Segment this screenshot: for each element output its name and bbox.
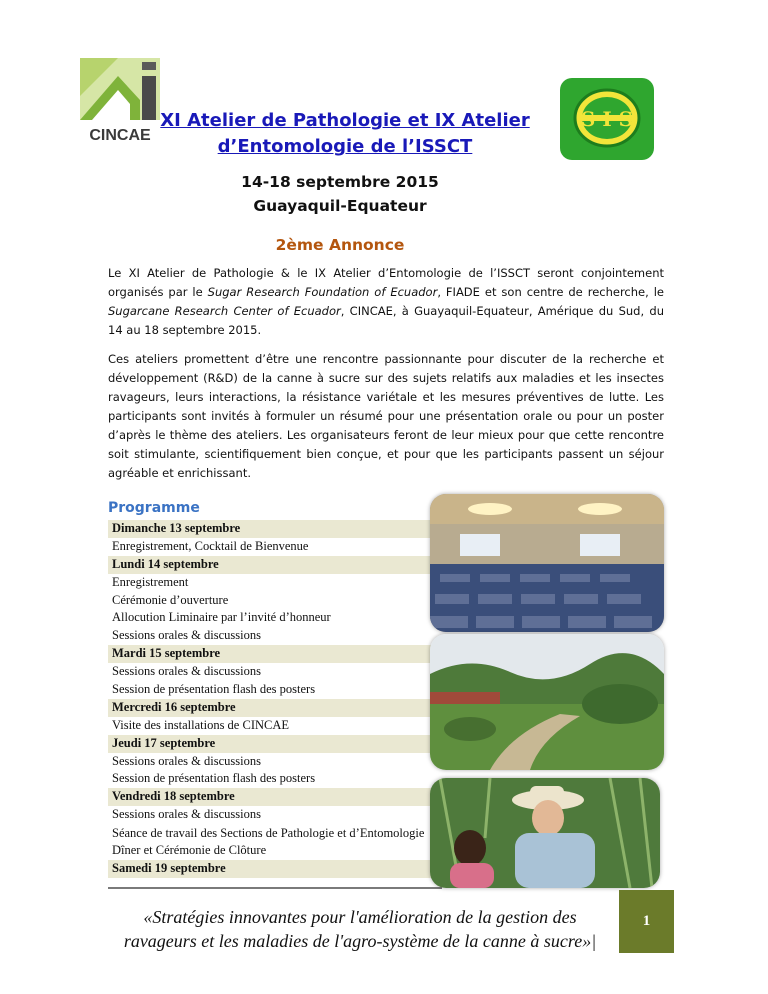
slogan-line-1: «Stratégies innovantes pour l'amélioration de la gestion des (143, 907, 577, 927)
program-day-row: Mardi 15 septembre (108, 645, 440, 663)
program-day-row: Dimanche 13 septembre (108, 520, 440, 538)
event-dates: 14-18 septembre 2015 (241, 173, 439, 191)
program-item-row: Sessions orales & discussions (108, 753, 440, 771)
program-item-row: Sessions orales & discussions (108, 663, 440, 681)
page-title (150, 108, 540, 160)
p1-text-a: Le XI Atelier de Pathologie & le IX Atelier d’Entomologie de l’ISSCT seront conjointement organisés par le (108, 266, 664, 299)
program-day-row: Samedi 19 septembre (108, 860, 440, 878)
announcement-heading: 2ème Annonce (275, 236, 405, 254)
description-paragraph: Ces ateliers promettent d’être une rencontre passionnante pour discuter de la recherche et développement (R&D) de la canne à sucre sur des sujets relatifs aux maladies et les insectes ravageurs, leurs interactions, la résistance variétale et les mesures préventives de lutte. Les participants sont invités à formuler un résumé pour une présentation orale ou pour un poster d’après le thème des ateliers. Les organisateurs feront de leur mieux pour que cette rencontre soit stimulante, scientifiquement bien conçue, et pour que les participants passent un séjour agréable et enrichissant. (108, 352, 664, 480)
field-visit-photo (430, 778, 660, 888)
program-item-row: Allocution Liminaire par l’invité d’honneur (108, 609, 440, 627)
p1-foundation-name: Sugar Research Foundation of Ecuador (207, 285, 438, 299)
slogan-line-2: ravageurs et les maladies de l'agro-système de la canne à sucre»| (123, 931, 597, 951)
title-line-2: d’Entomologie de l’ISSCT (217, 136, 473, 157)
program-table (108, 520, 440, 878)
program-day-row: Lundi 14 septembre (108, 556, 440, 574)
workshop-slogan (100, 905, 620, 953)
program-day-row: Jeudi 17 septembre (108, 735, 440, 753)
program-item-row: Enregistrement (108, 574, 440, 592)
p1-center-name: Sugarcane Research Center of Ecuador (108, 304, 341, 318)
p1-text-c: , CINCAE, à Guayaquil-Equateur, Amérique du Sud, du 14 au 18 septembre 2015. (108, 304, 664, 337)
program-item-row: Visite des installations de CINCAE (108, 717, 440, 735)
page-number: 1 (619, 890, 674, 953)
program-item-row: Dîner et Cérémonie de Clôture (108, 842, 440, 860)
program-item-row: Enregistrement, Cocktail de Bienvenue (108, 538, 440, 556)
issct-logo (560, 78, 654, 160)
program-item-row: Cérémonie d’ouverture (108, 592, 440, 610)
conference-room-photo (430, 494, 664, 632)
program-bottom-rule (108, 887, 442, 889)
program-item-row: Session de présentation flash des posters (108, 681, 440, 699)
program-heading: Programme (108, 500, 200, 516)
event-location: Guayaquil-Equateur (253, 197, 427, 215)
cincae-facilities-photo (430, 634, 664, 770)
program-day-row: Vendredi 18 septembre (108, 788, 440, 806)
program-item-row: Session de présentation flash des posters (108, 770, 440, 788)
program-item-row: Sessions orales & discussions (108, 627, 440, 645)
title-line-1: XI Atelier de Pathologie et IX Atelier (160, 110, 530, 131)
intro-paragraph (108, 264, 664, 340)
p1-text-b: , FIADE et son centre de recherche, le (437, 285, 664, 299)
program-item-row: Sessions orales & discussions (108, 806, 440, 824)
program-item-row: Séance de travail des Sections de Pathologie et d’Entomologie (108, 824, 440, 842)
program-day-row: Mercredi 16 septembre (108, 699, 440, 717)
issct-logo-letters: S I S (580, 107, 634, 131)
cincae-logo-text: CINCAE (89, 127, 151, 144)
